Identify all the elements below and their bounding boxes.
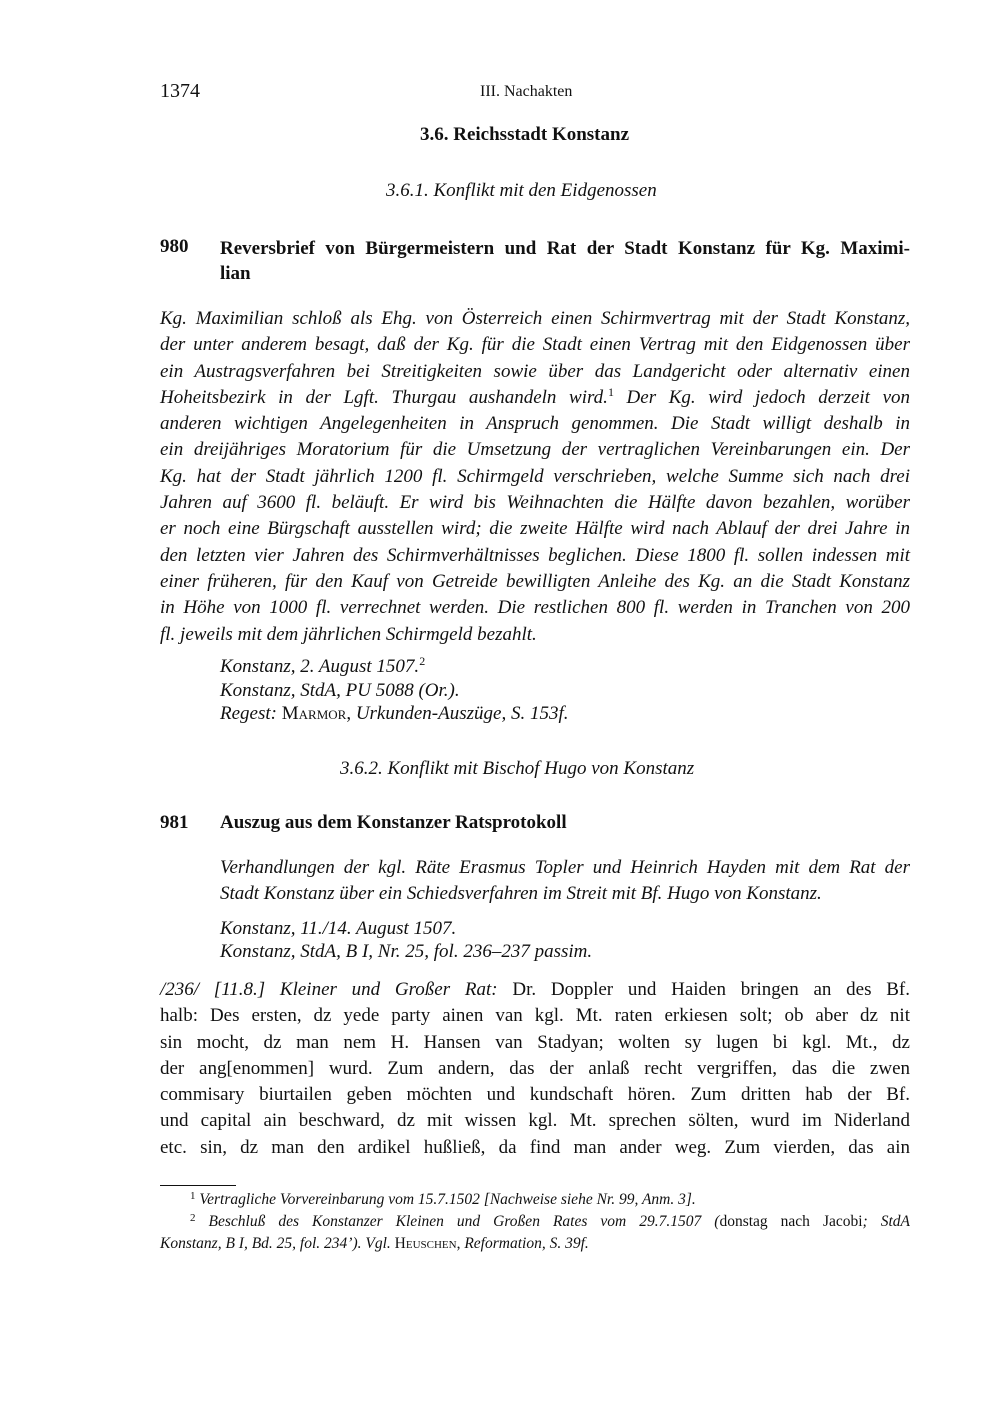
summary-line bbox=[160, 622, 910, 648]
summary-line bbox=[160, 359, 910, 385]
text-segment: sin mocht, dz man nem H. Hansen van Stadyan; wolten sy lugen bi kgl. Mt., dz bbox=[160, 1031, 910, 1053]
text-segment: ; StdA bbox=[862, 1213, 910, 1230]
text-segment: Verhandlungen der kgl. Räte Erasmus Topler und Heinrich Hayden mit dem Rat der bbox=[220, 857, 910, 878]
entry-title-981: Auszug aus dem Konstanzer Ratsprotokoll bbox=[220, 812, 567, 833]
entry-title-line: lian bbox=[220, 263, 251, 284]
dating-line bbox=[220, 702, 568, 726]
summary-line bbox=[160, 490, 910, 516]
summary-line bbox=[160, 595, 910, 621]
footnotes bbox=[160, 1189, 910, 1255]
text-segment: fl. jeweils mit dem jährlichen Schirmgeld bezahlt. bbox=[160, 623, 537, 645]
text-segment: Marmor bbox=[281, 703, 347, 724]
subsection-title-1: 3.6.1. Konflikt mit den Eidgenossen bbox=[386, 180, 657, 201]
text-segment: donstag nach Jacobi bbox=[719, 1213, 863, 1230]
footnote-marker: 2 bbox=[190, 1212, 196, 1224]
footnote-line bbox=[160, 1233, 910, 1255]
footnote-marker[interactable]: 1 bbox=[607, 384, 614, 399]
footnote-line bbox=[160, 1211, 910, 1233]
text-segment: Urkunden-Auszüge, S. 153f. bbox=[355, 703, 569, 724]
text-segment: der ang[enommen] wurd. Zum andern, das der anlaß recht vergriffen, das die zwen bbox=[160, 1057, 910, 1079]
text-segment: er noch eine Bürgschaft ausstellen wird; die zweite Hälfte wird nach Ablauf der drei Jahre in bbox=[160, 518, 910, 540]
text-line bbox=[160, 1108, 910, 1134]
text-segment: ein Austragsverfahren bei Streitigkeiten sowie über das Landgericht oder alternativ einen bbox=[160, 360, 910, 382]
text-line bbox=[160, 1030, 910, 1056]
entry-summary-981 bbox=[220, 855, 910, 908]
text-line bbox=[160, 1082, 910, 1108]
footnote-marker: 1 bbox=[190, 1190, 196, 1202]
entry-number-980: 980 bbox=[160, 236, 189, 257]
text-segment: Beschluß des Konstanzer Kleinen und Großen Rates vom 29.7.1507 ( bbox=[195, 1213, 720, 1230]
text-segment: Konstanz, B I, Bd. 25, fol. 234’). Vgl. bbox=[160, 1235, 395, 1252]
text-segment: einer früheren, für den Kauf von Getreide bewilligten Anleihe des Kg. an die Stadt Konstanz bbox=[160, 570, 910, 592]
summary-line bbox=[220, 855, 910, 881]
entry-title-980 bbox=[220, 236, 910, 286]
summary-line bbox=[220, 881, 910, 907]
text-segment: Konstanz, 11./14. August 1507. bbox=[220, 918, 457, 939]
summary-line bbox=[160, 411, 910, 437]
text-segment: etc. sin, dz man den ardikel hußließ, da find man ander weg. Zum vierden, das ain bbox=[160, 1136, 910, 1158]
text-segment: ein dreijähriges Moratorium für die Umsetzung der vertraglichen Vereinbarungen ein. Der bbox=[160, 439, 910, 461]
footnote-rule bbox=[160, 1185, 236, 1186]
dating-line bbox=[220, 655, 568, 679]
text-line bbox=[160, 1135, 910, 1161]
text-segment: Regest: bbox=[220, 703, 282, 724]
text-segment: /236/ [11.8.] Kleiner und Großer Rat: bbox=[160, 979, 498, 1000]
text-line bbox=[160, 977, 910, 1003]
summary-line bbox=[160, 543, 910, 569]
entry-number-981: 981 bbox=[160, 812, 189, 833]
entry-dating-980 bbox=[220, 655, 568, 726]
dating-line bbox=[220, 918, 592, 941]
entry-dating-981 bbox=[220, 918, 592, 963]
summary-line bbox=[160, 385, 910, 411]
text-segment: Heuschen bbox=[394, 1235, 457, 1252]
summary-line bbox=[160, 306, 910, 332]
text-segment: anderen wichtigen Angelegenheiten in Anspruch genommen. Die Stadt willigt deshalb in bbox=[160, 413, 910, 435]
entry-summary-980 bbox=[160, 306, 910, 648]
section-title: 3.6. Reichsstadt Konstanz bbox=[420, 124, 630, 145]
text-segment: Kg. Maximilian schloß als Ehg. von Österreich einen Schirmvertrag mit der Stadt Konstanz, bbox=[160, 308, 910, 329]
summary-line bbox=[160, 332, 910, 358]
text-segment: Konstanz, 2. August 1507. bbox=[220, 656, 420, 677]
text-line bbox=[160, 1056, 910, 1082]
text-segment: Der Kg. wird jedoch derzeit von bbox=[613, 386, 910, 408]
text-segment: Jahren auf 3600 fl. beläuft. Er wird bis Weihnachten die Hälfte davon bezahlen, worüber bbox=[160, 492, 910, 514]
text-segment: , bbox=[346, 703, 356, 724]
dating-line bbox=[220, 679, 568, 703]
text-segment: und capital ain beschward, dz mit wissen kgl. Mt. sprechen sölten, wurd im Niderland bbox=[160, 1110, 910, 1132]
footnote-line bbox=[160, 1189, 910, 1211]
entry-title-line: Reversbrief von Bürgermeistern und Rat der Stadt Konstanz für Kg. Maximi- bbox=[220, 238, 910, 259]
dating-line bbox=[220, 941, 592, 964]
text-segment: Hoheitsbezirk in der Lgft. Thurgau aushandeln wird. bbox=[160, 386, 608, 408]
running-title: III. Nachakten bbox=[480, 83, 573, 100]
summary-line bbox=[160, 437, 910, 463]
footnote-marker[interactable]: 2 bbox=[419, 654, 426, 668]
text-segment: Konstanz, StdA, B I, Nr. 25, fol. 236–237 passim. bbox=[220, 940, 593, 962]
text-segment: Dr. Doppler und Haiden bringen an des Bf. bbox=[497, 979, 910, 1000]
subsection-title-2: 3.6.2. Konflikt mit Bischof Hugo von Konstanz bbox=[340, 758, 695, 779]
text-segment: , bbox=[456, 1235, 465, 1252]
text-segment: Reformation, S. 39f. bbox=[464, 1235, 589, 1252]
text-segment: der unter anderem besagt, daß der Kg. für die Stadt einen Vertrag mit den Eidgenossen über bbox=[160, 334, 910, 356]
summary-line bbox=[160, 464, 910, 490]
page-number: 1374 bbox=[160, 80, 200, 102]
text-segment: commisary biurtailen geben möchten und kundschaft hören. Zum dritten hab der Bf. bbox=[160, 1084, 910, 1106]
text-segment: Kg. hat der Stadt jährlich 1200 fl. Schirmgeld verschrieben, welche Summe sich nach drei bbox=[160, 465, 910, 487]
text-segment: Konstanz, StdA, PU 5088 (Or.). bbox=[220, 679, 460, 701]
entry-text-981 bbox=[160, 977, 910, 1161]
text-segment: den letzten vier Jahren des Schirmverhältnisses beglichen. Diese 1800 fl. sollen indessen mit bbox=[160, 544, 910, 566]
text-segment: in Höhe von 1000 fl. verrechnet werden. Die restlichen 800 fl. werden in Tranchen von 200 bbox=[160, 597, 910, 619]
text-segment: Stadt Konstanz über ein Schiedsverfahren im Streit mit Bf. Hugo von Konstanz. bbox=[220, 883, 822, 905]
summary-line bbox=[160, 569, 910, 595]
summary-line bbox=[160, 516, 910, 542]
text-line bbox=[160, 1003, 910, 1029]
text-segment: halb: Des ersten, dz yede party ainen van kgl. Mt. raten erkiesen solt; ob aber dz nit bbox=[160, 1005, 910, 1027]
text-segment: Vertragliche Vorvereinbarung vom 15.7.1502 [Nachweise siehe Nr. 99, Anm. 3]. bbox=[195, 1191, 696, 1208]
